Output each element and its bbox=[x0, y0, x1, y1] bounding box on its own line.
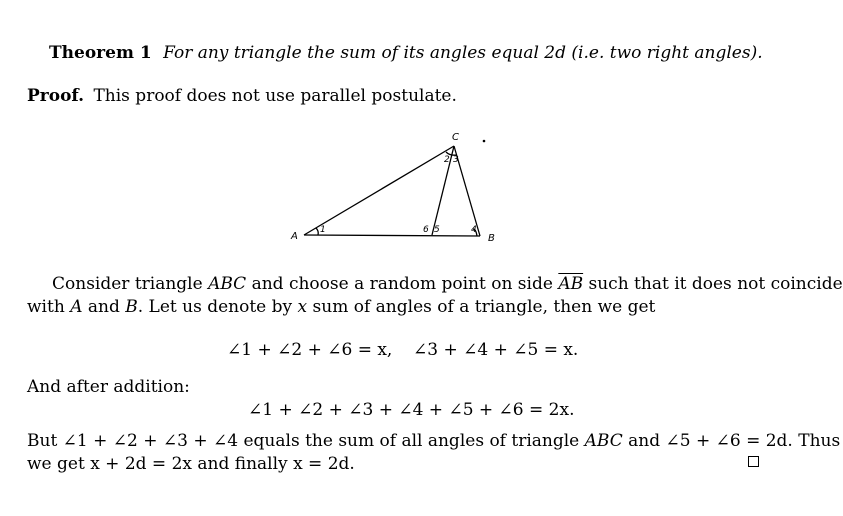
text: and bbox=[82, 297, 126, 317]
var-a: A bbox=[70, 297, 83, 317]
text: sum of angles of a triangle, then we get bbox=[307, 297, 656, 317]
angle-label-2: 2 bbox=[444, 155, 450, 165]
triangle-name: ABC bbox=[584, 431, 623, 451]
angle-arc-1 bbox=[316, 228, 318, 235]
vertex-c-label: C bbox=[452, 132, 459, 143]
proof-intro bbox=[27, 86, 457, 106]
paragraph-1-line-1 bbox=[52, 274, 843, 294]
theorem-statement: For any triangle the sum of its angles equal 2d (i.e. two right angles). bbox=[163, 43, 763, 63]
var-b: B bbox=[125, 297, 138, 317]
theorem-label: Theorem 1 bbox=[49, 43, 152, 63]
angle-label-3: 3 bbox=[453, 155, 459, 165]
vertex-b-label: B bbox=[488, 233, 495, 244]
after-addition: And after addition: bbox=[27, 377, 190, 397]
dot bbox=[483, 140, 486, 143]
qed-symbol bbox=[748, 456, 759, 467]
proof-intro-text: This proof does not use parallel postulate. bbox=[93, 86, 457, 106]
text: . Let us denote by bbox=[137, 297, 298, 317]
triangle-figure bbox=[280, 128, 510, 246]
equation-1-left: ∠1 + ∠2 + ∠6 = x, bbox=[227, 340, 393, 360]
paragraph-2-line-1 bbox=[27, 431, 840, 451]
angle-label-5: 5 bbox=[434, 225, 440, 235]
equation-2: ∠1 + ∠2 + ∠3 + ∠4 + ∠5 + ∠6 = 2x. bbox=[248, 400, 575, 420]
equation-1-right: ∠3 + ∠4 + ∠5 = x. bbox=[413, 340, 579, 360]
side-ac bbox=[304, 146, 454, 235]
text: But ∠1 + ∠2 + ∠3 + ∠4 equals the sum of all angles of triangle bbox=[27, 431, 585, 451]
angle-label-6: 6 bbox=[423, 225, 429, 235]
text: and ∠5 + ∠6 = 2d. Thus bbox=[622, 431, 841, 451]
text: Consider triangle bbox=[52, 274, 209, 294]
vertex-a-label: A bbox=[291, 231, 298, 242]
angle-label-1: 1 bbox=[320, 225, 326, 235]
text: and choose a random point on side bbox=[246, 274, 559, 294]
paragraph-2-line-2: we get x + 2d = 2x and finally x = 2d. bbox=[27, 454, 355, 474]
side-ab bbox=[304, 235, 480, 236]
text: such that it does not coincide bbox=[583, 274, 843, 294]
angle-label-4: 4 bbox=[471, 225, 477, 235]
proof-label: Proof. bbox=[27, 86, 85, 106]
triangle-name: ABC bbox=[208, 274, 247, 294]
var-x: x bbox=[297, 297, 308, 317]
text: with bbox=[27, 297, 71, 317]
theorem bbox=[49, 43, 763, 63]
segment-ab: $\overline{AB}$ bbox=[558, 274, 584, 294]
paragraph-1-line-2 bbox=[27, 297, 655, 317]
cevian bbox=[432, 146, 454, 235]
